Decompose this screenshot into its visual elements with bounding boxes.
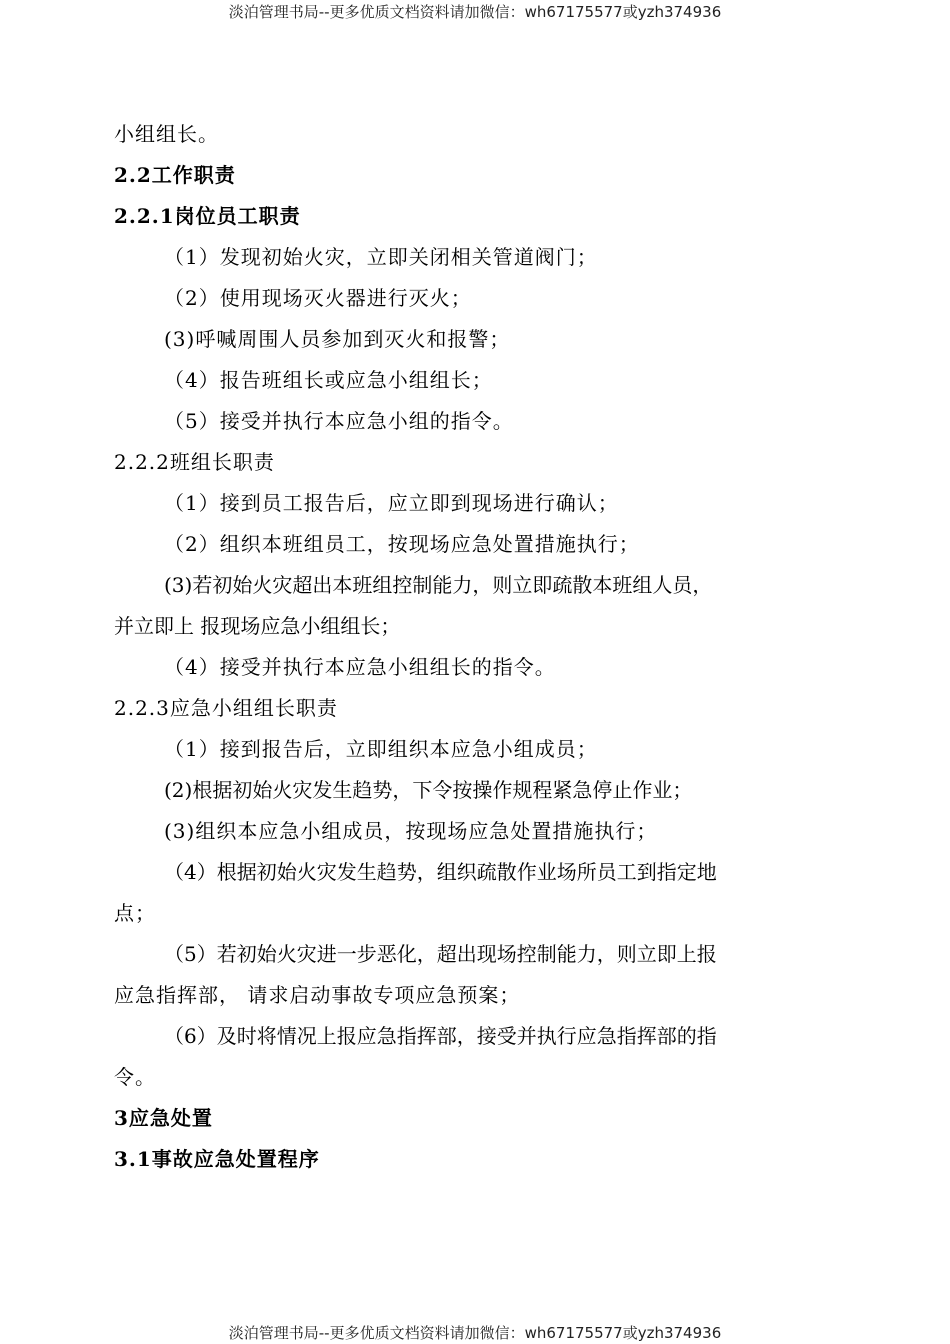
section-heading: 2.2工作职责 [114,163,236,187]
subsection-heading: 3.1事故应急处置程序 [114,1147,320,1171]
subsection-heading: 2.2.1岗位员工职责 [114,204,301,228]
list-item-continuation: 点； [114,901,156,925]
header-banner: 淡泊管理书局--更多优质文档资料请加微信：wh67175577或yzh374936 [228,3,722,21]
list-item: （1）接到报告后，立即组织本应急小组成员； [164,737,598,761]
list-item: （4）根据初始火灾发生趋势，组织疏散作业场所员工到指定地 [164,860,717,884]
list-item-continuation: 令。 [114,1065,156,1089]
list-item: （2）使用现场灭火器进行灭火； [164,286,472,310]
list-item: (3)组织本应急小组成员，按现场应急处置措施执行； [164,819,658,843]
footer-banner: 淡泊管理书局--更多优质文档资料请加微信：wh67175577或yzh374936 [228,1324,722,1342]
list-item: (3)呼喊周围人员参加到灭火和报警； [164,327,511,351]
list-item: （5）若初始火灾进一步恶化，超出现场控制能力，则立即上报 [164,942,717,966]
list-item-continuation: 并立即上 报现场应急小组组长； [114,614,401,638]
list-item: （1）发现初始火灾，立即关闭相关管道阀门； [164,245,598,269]
list-item: （2）组织本班组员工，按现场应急处置措施执行； [164,532,640,556]
list-item-continuation: 应急指挥部， 请求启动事故专项应急预案； [114,983,521,1007]
list-item: (3)若初始火灾超出本班组控制能力，则立即疏散本班组人员， [164,573,713,597]
list-item: （1）接到员工报告后，应立即到现场进行确认； [164,491,619,515]
section-heading: 3应急处置 [114,1106,213,1130]
list-item: (2)根据初始火灾发生趋势，下令按操作规程紧急停止作业； [164,778,693,802]
document-body [114,114,824,1180]
list-item: （6）及时将情况上报应急指挥部，接受并执行应急指挥部的指 [164,1024,717,1048]
paragraph-line: 小组组长。 [114,122,219,146]
list-item: （5）接受并执行本应急小组的指令。 [164,409,514,433]
subsection-heading: 2.2.3应急小组组长职责 [114,696,338,720]
list-item: （4）接受并执行本应急小组组长的指令。 [164,655,556,679]
list-item: （4）报告班组长或应急小组组长； [164,368,493,392]
subsection-heading: 2.2.2班组长职责 [114,450,275,474]
